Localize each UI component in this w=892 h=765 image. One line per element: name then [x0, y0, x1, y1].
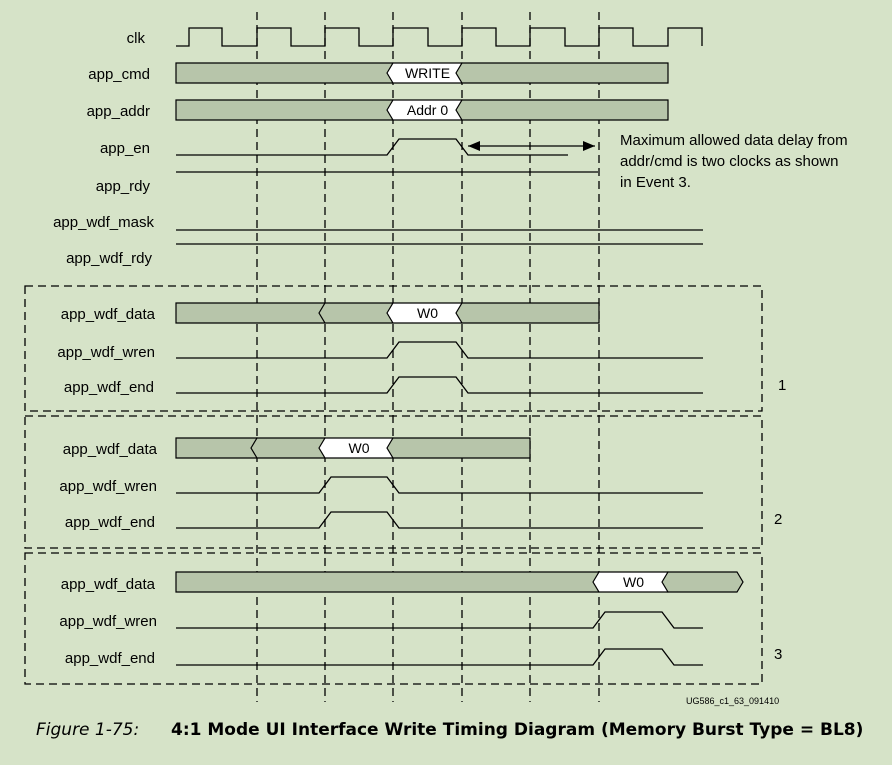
signal-label-app-rdy: app_rdy [95, 178, 150, 195]
event-2-wdf-data-segment-3 [387, 438, 530, 458]
signal-label-clk: clk [126, 30, 145, 47]
event-2-wdf-data-value: W0 [348, 440, 370, 456]
event-2-label-wdf-wren: app_wdf_wren [59, 478, 157, 495]
signal-label-app-cmd: app_cmd [88, 66, 150, 83]
app-addr-segment-0 [176, 100, 399, 120]
event-3-label-wdf-data: app_wdf_data [60, 576, 155, 593]
signal-label-app-addr: app_addr [86, 103, 150, 120]
event-1-wdf-wren-waveform [176, 342, 703, 358]
event-3-label-wdf-wren: app_wdf_wren [59, 613, 157, 630]
event-3-wdf-data-segment-2 [662, 572, 743, 592]
event-3-label-wdf-end: app_wdf_end [64, 650, 155, 667]
event-3-wdf-end-waveform [176, 649, 703, 665]
signal-label-app-en: app_en [99, 140, 150, 157]
signal-label-app-wdf-mask: app_wdf_mask [53, 214, 154, 231]
app-cmd-segment-0 [176, 63, 399, 83]
app-addr-segment-2 [456, 100, 668, 120]
delay-annotation [468, 132, 848, 191]
event-1-wdf-data-value: W0 [417, 305, 438, 321]
event-1-label-wdf-end: app_wdf_end [63, 379, 154, 396]
caption-number: Figure 1-75: [36, 720, 140, 740]
event-3-wdf-wren-waveform [176, 612, 703, 628]
event-3-wdf-data-segment-0 [176, 572, 605, 592]
caption-title: 4:1 Mode UI Interface Write Timing Diagram (Memory Burst Type = BL8) [171, 720, 864, 740]
figure-id: UG586_c1_63_091410 [686, 696, 780, 706]
clk-waveform [176, 28, 702, 46]
event-1-wdf-end-waveform [176, 377, 703, 393]
event-3-wdf-data-value: W0 [623, 574, 644, 590]
signal-label-app-wdf-rdy: app_wdf_rdy [66, 250, 152, 267]
app-cmd-value: WRITE [404, 65, 451, 81]
event-1-label-wdf-data: app_wdf_data [60, 306, 155, 323]
annotation-line-2: addr/cmd is two clocks as shown [620, 153, 839, 170]
app-addr-value: Addr 0 [406, 102, 449, 118]
event-1-wdf-data-segment-3 [456, 303, 599, 323]
event-2-label-wdf-end: app_wdf_end [64, 514, 155, 531]
annotation-line-1: Maximum allowed data delay from [620, 132, 848, 149]
event-1-label-wdf-wren: app_wdf_wren [57, 344, 155, 361]
event-number-3: 3 [774, 646, 783, 663]
event-1-wdf-data-segment-0 [176, 303, 331, 323]
annotation-line-3: in Event 3. [620, 174, 691, 191]
app-cmd-segment-2 [456, 63, 668, 83]
event-2-wdf-end-waveform [176, 512, 703, 528]
event-number-1: 1 [778, 377, 787, 394]
app-en-waveform [176, 139, 568, 155]
event-2-wdf-data-segment-0 [176, 438, 263, 458]
event-2-wdf-wren-waveform [176, 477, 703, 493]
event-2-label-wdf-data: app_wdf_data [62, 441, 157, 458]
event-number-2: 2 [774, 511, 783, 528]
